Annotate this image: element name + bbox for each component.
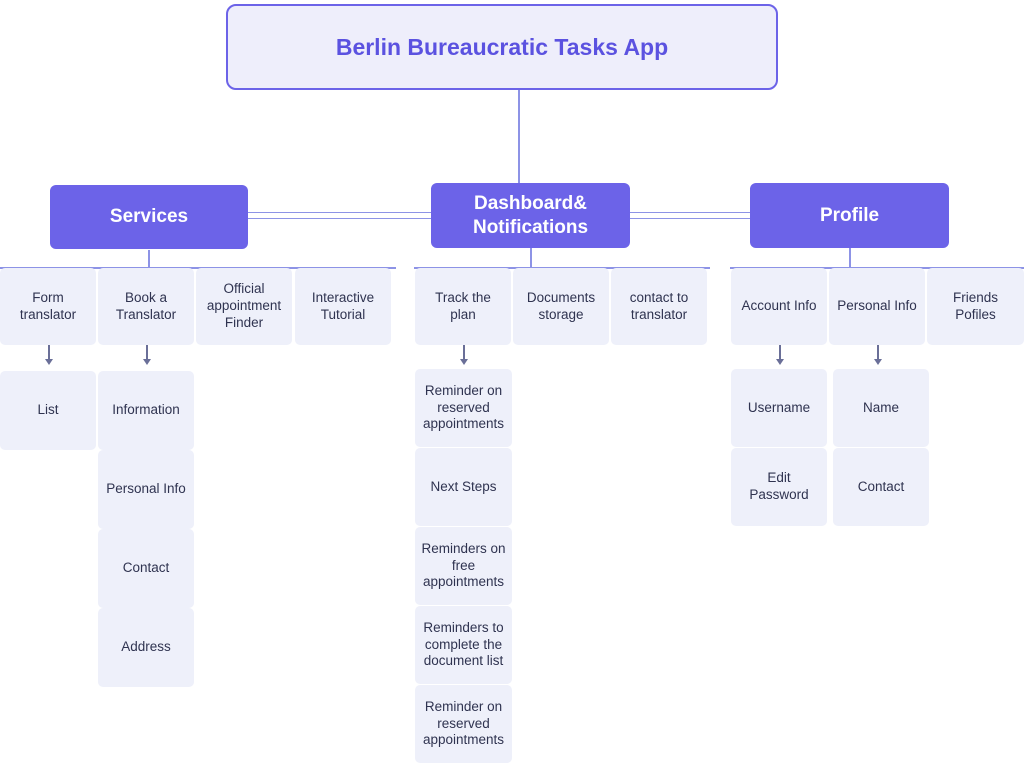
label-reminder-reserved-appointments-2: Reminder on reserved appointments: [422, 698, 505, 748]
node-personal-info-services[interactable]: [98, 450, 194, 529]
label-personal-info-services: Personal Info: [106, 481, 186, 497]
root-node-app-title[interactable]: [226, 4, 778, 90]
node-form-translator[interactable]: [0, 268, 96, 345]
node-next-steps[interactable]: [415, 448, 512, 526]
node-contact-profile[interactable]: [833, 448, 929, 526]
node-information[interactable]: [98, 371, 194, 450]
connector-dashboard-down: [530, 248, 532, 268]
label-interactive-tutorial: Interactive Tutorial: [311, 289, 375, 322]
connector-root-down: [518, 90, 520, 185]
label-form-translator: Form translator: [19, 289, 77, 322]
node-account-info[interactable]: [731, 268, 827, 345]
node-list[interactable]: [0, 371, 96, 450]
arrow-personal-info-down: [872, 345, 884, 365]
arrow-book-translator-down: [141, 345, 153, 365]
node-documents-storage[interactable]: [513, 268, 609, 345]
label-list: List: [37, 402, 59, 418]
node-name[interactable]: [833, 369, 929, 447]
node-track-the-plan[interactable]: [415, 268, 511, 345]
label-personal-info-profile: Personal Info: [837, 298, 917, 314]
label-account-info: Account Info: [741, 298, 817, 314]
label-official-appointment-finder: Official appointment Finder: [206, 281, 282, 330]
node-interactive-tutorial[interactable]: [295, 268, 391, 345]
arrow-form-translator-down: [43, 345, 55, 365]
node-book-a-translator[interactable]: [98, 268, 194, 345]
label-book-a-translator: Book a Translator: [115, 289, 177, 322]
node-contact-services[interactable]: [98, 529, 194, 608]
label-track-the-plan: Track the plan: [435, 289, 491, 322]
label-reminders-complete-document-list: Reminders to complete the document list: [423, 619, 504, 669]
branch-node-dashboard[interactable]: [431, 183, 630, 248]
label-contact-services: Contact: [122, 560, 170, 576]
node-username[interactable]: [731, 369, 827, 447]
label-reminder-reserved-appointments-1: Reminder on reserved appointments: [422, 382, 505, 432]
label-name: Name: [862, 399, 899, 415]
branch-label-profile: Profile: [819, 204, 880, 226]
label-contact-profile: Contact: [857, 478, 905, 494]
node-official-appointment-finder[interactable]: [196, 268, 292, 345]
node-address[interactable]: [98, 608, 194, 687]
branch-label-dashboard: Dashboard& Notifications: [472, 192, 589, 238]
node-personal-info-profile[interactable]: [829, 268, 925, 345]
connector-profile-down: [849, 248, 851, 268]
branch-node-profile[interactable]: [750, 183, 949, 248]
node-contact-to-translator[interactable]: [611, 268, 707, 345]
label-address: Address: [121, 639, 171, 655]
node-friends-profiles[interactable]: [927, 268, 1024, 345]
root-node-label: Berlin Bureaucratic Tasks App: [335, 33, 669, 60]
connector-services-down: [148, 250, 150, 268]
label-edit-password: Edit Password: [749, 470, 809, 502]
arrow-account-info-down: [774, 345, 786, 365]
node-reminder-reserved-appointments-2[interactable]: [415, 685, 512, 763]
label-username: Username: [747, 399, 811, 415]
node-edit-password[interactable]: [731, 448, 827, 526]
branch-label-services: Services: [109, 206, 189, 228]
node-reminders-complete-document-list[interactable]: [415, 606, 512, 684]
label-next-steps: Next Steps: [430, 478, 497, 494]
label-friends-profiles: Friends Pofiles: [952, 289, 998, 322]
node-reminder-reserved-appointments-1[interactable]: [415, 369, 512, 447]
label-information: Information: [112, 402, 180, 418]
label-documents-storage: Documents storage: [526, 289, 596, 322]
node-reminders-free-appointments[interactable]: [415, 527, 512, 605]
label-contact-to-translator: contact to translator: [629, 289, 689, 322]
connector-bus-right: [630, 212, 750, 219]
connector-bus-left: [248, 212, 434, 219]
label-reminders-free-appointments: Reminders on free appointments: [421, 540, 506, 590]
branch-node-services[interactable]: [50, 185, 248, 249]
arrow-track-plan-down: [458, 345, 470, 365]
